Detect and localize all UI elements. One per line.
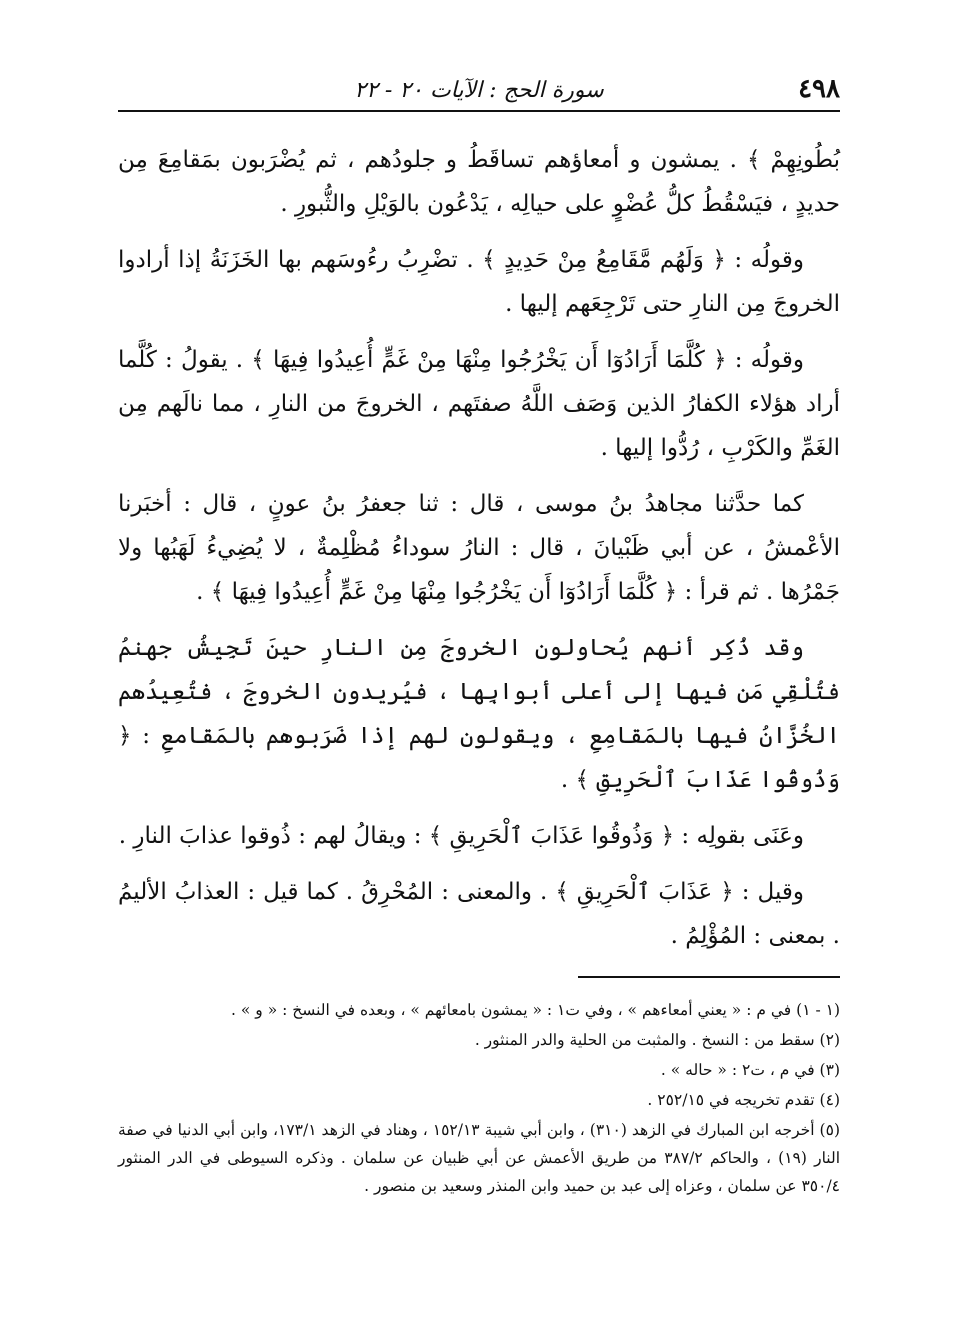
footnote-1: (١ - ١) في م : « يعني أمعاءهم » ، وفي ت١ : « يمشون بامعائهم » ، وبعده في النسخ : « و » . (231, 1001, 840, 1019)
footnote-4: (٤) تقدم تخريجه في ٢٥٢/١٥ . (647, 1091, 840, 1109)
paragraph-4: كما حدَّثنا مجاهدُ بنُ موسى ، قال : ثنا جعفرُ بنُ عونٍ ، قال : أخبَرنا الأعْمشُ ، عن أبي ظَبْيانَ ، قال : النارُ سوداءُ مُظْلِمةٌ ، لا يُضِيءُ لَهَبُها ولا جَمْرُها . ثم قرأ : ﴿ كُلَّمَا أَرَادُوٓا أَن يَخْرُجُوا مِنْهَا مِنْ غَمٍّ أُعِيدُوا فِيهَا ﴾ . (118, 491, 840, 605)
page-number: ٤٩٨ (798, 74, 840, 104)
paragraph-6: وعَنَى بقولِه : ﴿ وَذُوقُوا عَذَابَ ٱلْحَرِيقِ ﴾ : ويقالُ لهم : ذُوقوا عذابَ النارِ . (118, 823, 804, 849)
paragraph-1: بُطُونِهِمْ ﴾ . يمشون و أمعاؤهم تساقَطُ و جلودُهم ، ثم يُضْرَبون بمَقامِعَ مِن حديدٍ ، فيَسْقُطُ كلُّ عُضْوٍ على حيالِه ، يَدْعُون بالوَيْلِ والثُّبورِ . (118, 147, 840, 217)
page-header (118, 70, 840, 112)
running-title: سورة الحج : الآيات ٢٠ - ٢٢ (354, 78, 604, 103)
footnote-5: (٥) أخرجه ابن المبارك في الزهد (٣١٠) ، وابن أبي شيبة ١٥٢/١٣ ، وهناد في الزهد ١٧٣/١، وابن أبي الدنيا في صفة النار (١٩) ، والحاكم ٣٨٧/٢ من طريق الأعمش عن أبي ظبيان عن سلمان . وذكره السيوطى في الدر المنثور ٣٥٠/٤ عن سلمان ، وعزاه إلى عبد بن حميد وابن المنذر وسعيد بن منصور . (118, 1121, 840, 1195)
footnote-divider (578, 976, 840, 978)
paragraph-2: وقولُه : ﴿ وَلَهُم مَّقَامِعُ مِنْ حَدِيدٍ ﴾ . تضْرِبُ رءُوسَهم بها الخَزَنَةُ إذا أرادوا الخروجَ مِن النارِ حتى تَرْجِعَهم إليها . (118, 247, 840, 317)
paragraph-3: وقولُه : ﴿ كُلَّمَا أَرَادُوٓا أَن يَخْرُجُوا مِنْهَا مِنْ غَمٍّ أُعِيدُوا فِيهَا ﴾ . يقولُ : كُلَّما أراد هؤلاء الكفارُ الذين وَصَف اللَّهُ صفتَهم ، الخروجَ من النارِ ، مما نالَهم مِن الغَمِّ والكَرْبِ ، رُدُّوا إليها . (118, 347, 840, 461)
paragraph-7: وقيل : ﴿ عَذَابَ ٱلْحَرِيقِ ﴾ . والمعنى : المُحْرِقُ . كما قيل : العذابُ الأليمُ . بمعنى : المُؤْلِمُ . (118, 879, 840, 949)
footnote-3: (٣) في م ، ت٢ : « حاله » . (660, 1061, 840, 1079)
footnotes (118, 996, 840, 1200)
book-page (118, 70, 840, 1310)
footnote-2: (٢) سقط من : النسخ . والمثبت من الحلية والدر المنثور . (474, 1031, 840, 1049)
paragraph-5: وقد ذُكِر أنهم يُحاولون الخروجَ مِن النارِ حينَ تَجِيشُ جهنمُ فتُلْقِي مَن فيها إلى أعلى أبوابِها ، فيُريدون الخروجَ ، فتُعِيدُهم الخُزَّانُ فيها بالمَقامِعِ ، ويقولون لهم إذا ضَرَبوهم بالمَقامعِ : ﴿ وَذُوقُوا عَذَابَ ٱلْحَرِيقِ ﴾ . (118, 635, 840, 793)
main-text (118, 138, 840, 958)
